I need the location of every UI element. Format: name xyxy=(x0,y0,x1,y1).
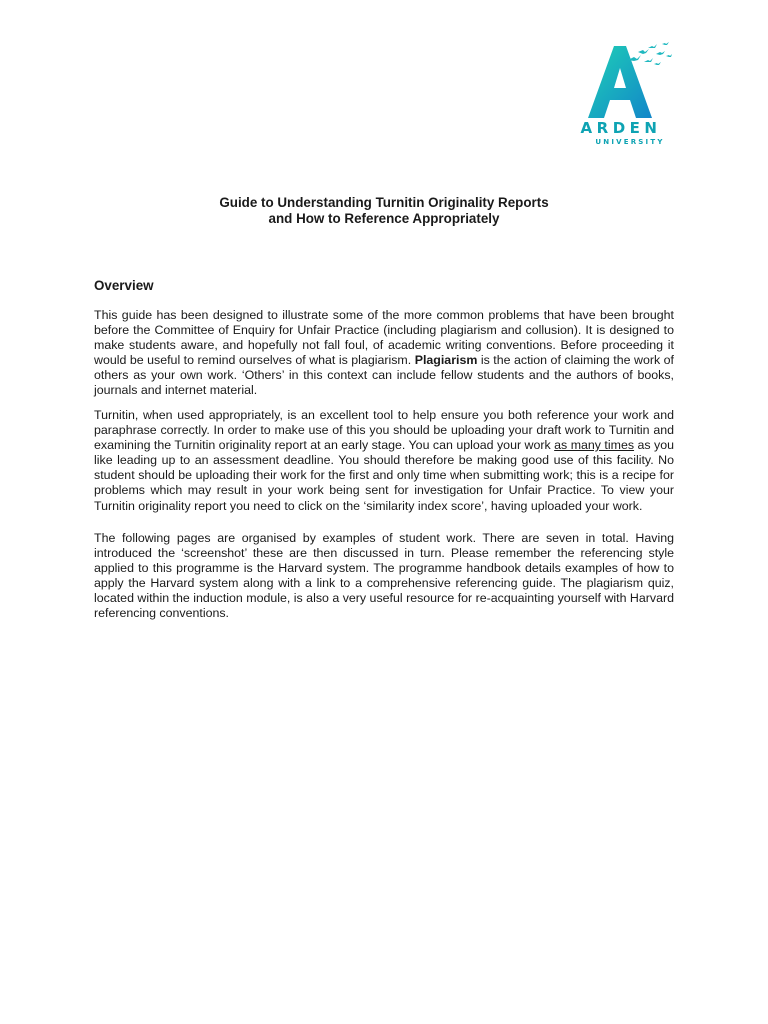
overview-paragraph-1 xyxy=(94,308,674,399)
title-line-2: and How to Reference Appropriately xyxy=(268,211,500,226)
logo-subtitle: UNIVERSITY xyxy=(595,138,665,146)
title-line-1: Guide to Understanding Turnitin Originality Reports xyxy=(219,195,549,210)
document-title xyxy=(94,195,674,227)
p2-text-a: Turnitin, when used appropriately, is an excellent tool to help ensure you both reference your work and paraphrase correctly. In order to make use of this you should be uploading your draft work to Turnitin and examining the Turnitin originality report at an early stage. You can upload your work xyxy=(94,408,674,453)
p1-bold-term: Plagiarism xyxy=(414,353,478,368)
p2-text-b: as you like leading up to an assessment deadline. You should therefore be making good use of this facility. No student should be uploading their work for the first and only time when submitting work; this is a recipe for problems which may result in your work being sent for investigation for Unfair Practice. To view your Turnitin originality report you need to click on the ‘similarity index score’, having uploaded your work. xyxy=(94,438,675,513)
p1-text-a: This guide has been designed to illustrate some of the more common problems that have been brought before the Committee of Enquiry for Unfair Practice (including plagiarism and collusion). It is designed to make students aware, and hopefully not fall foul, of academic writing conventions. Before proceeding it would be useful to remind ourselves of what is plagiarism. xyxy=(94,308,674,368)
overview-heading: Overview xyxy=(94,278,154,293)
logo-wordmark: ARDEN xyxy=(580,119,662,137)
arden-university-logo xyxy=(566,40,676,160)
p2-underlined-text: as many times xyxy=(554,438,635,453)
overview-paragraph-2 xyxy=(94,408,674,514)
overview-paragraph-3: The following pages are organised by examples of student work. There are seven in total. Having introduced the ‘screenshot’ these are then discussed in turn. Please remember the referencing style applied to this programme is the Harvard system. The programme handbook details examples of how to apply the Harvard system along with a link to a comprehensive referencing guide. The plagiarism quiz, located within the induction module, is also a very useful resource for re-acquainting yourself with Harvard referencing conventions. xyxy=(94,531,674,621)
p1-text-b: is the action of claiming the work of others as your own work. ‘Others’ in this context can include fellow students and the authors of books, journals and internet material. xyxy=(94,353,675,398)
logo-a-mark-icon xyxy=(566,40,676,120)
